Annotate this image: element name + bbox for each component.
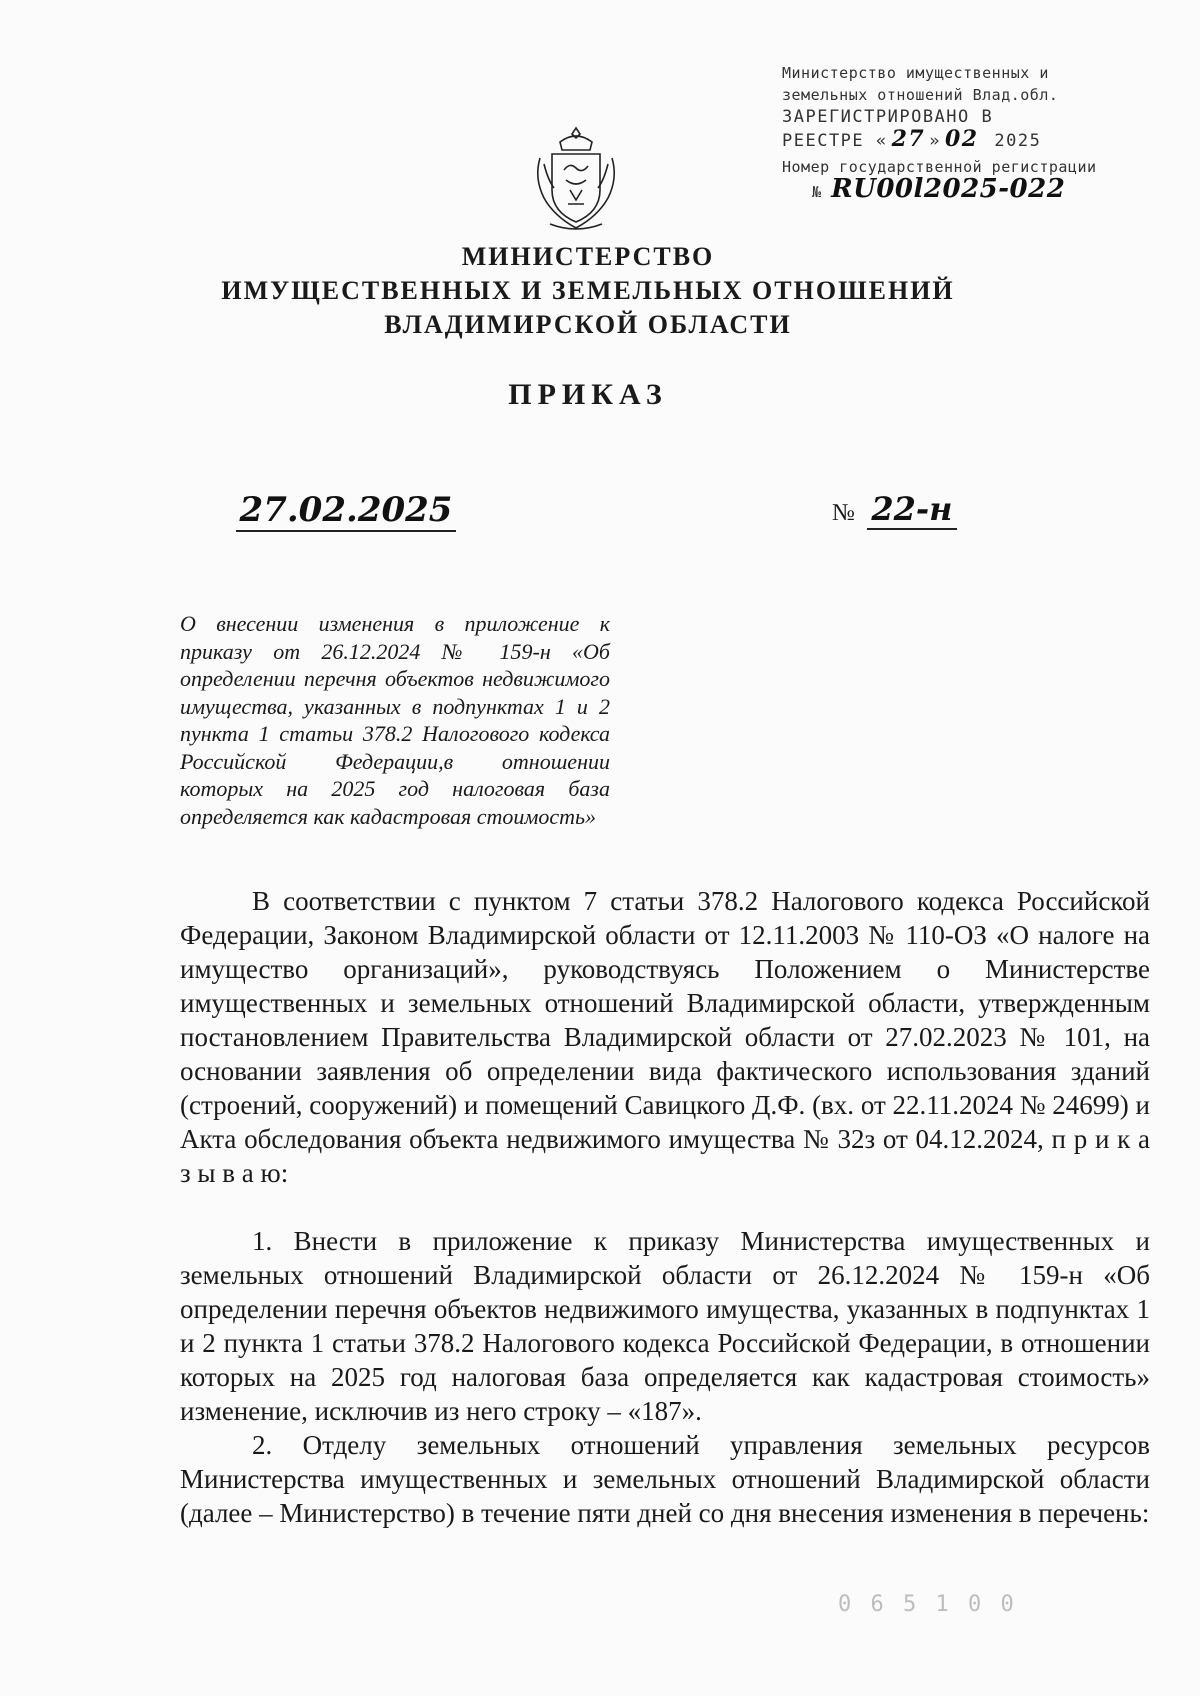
stamp-registration-number: RU00l2025-022 bbox=[831, 174, 1066, 204]
org-name-line-2: ИМУЩЕСТВЕННЫХ И ЗЕМЕЛЬНЫХ ОТНОШЕНИЙ bbox=[221, 276, 955, 305]
faint-mark: 0 6 5 1 0 0 bbox=[838, 1592, 1017, 1617]
stamp-register-prefix: РЕЕСТРЕ « bbox=[782, 131, 888, 151]
stamp-line-3: ЗАРЕГИСТРИРОВАНО В bbox=[782, 107, 994, 127]
document-header bbox=[0, 240, 1176, 412]
order-number-block bbox=[832, 490, 957, 530]
order-number: 22-н bbox=[867, 490, 957, 530]
stamp-month-handwritten: 02 bbox=[945, 126, 979, 152]
document-type: ПРИКАЗ bbox=[508, 378, 668, 411]
coat-of-arms-icon bbox=[530, 124, 622, 236]
stamp-line-4 bbox=[782, 128, 1112, 152]
stamp-year: 2025 bbox=[994, 131, 1042, 151]
stamp-day-handwritten: 27 bbox=[891, 126, 926, 152]
org-name-line-1: МИНИСТЕРСТВО bbox=[461, 242, 715, 271]
org-name-line-3: ВЛАДИМИРСКОЙ ОБЛАСТИ bbox=[384, 310, 792, 339]
stamp-number-sign: № bbox=[812, 183, 822, 201]
preamble-paragraph: В соответствии с пунктом 7 статьи 378.2 Налогового кодекса Российской Федерации, Законом Владимирской области от 12.11.2003 № 110-ОЗ «О налоге на имущество организаций», руководствуясь Положением о Министерстве имущественных и земельных отношений Владимирской области, утвержденным постановлением Правительства Владимирской области от 27.02.2023 № 101, на основании заявления об определении вида фактического использования зданий (строений, сооружений) и помещений Савицкого Д.Ф. (вх. от 22.11.2024 № 24699) и Акта обследования объекта недвижимого имущества № 32з от 04.12.2024, п р и к а з ы в а ю: bbox=[180, 886, 1150, 1188]
stamp-line-2: земельных отношений Влад.обл. bbox=[782, 86, 1059, 104]
order-subject: О внесении изменения в приложение к приказу от 26.12.2024 № 159-н «Об определении перечня объектов недвижимого имущества, указанных в подпунктах 1 и 2 пункта 1 статьи 378.2 Налогового кодекса Российской Федерации,в отношении которых на 2025 год налоговая база определяется как кадастровая стоимость» bbox=[180, 611, 610, 829]
order-body bbox=[180, 884, 1150, 1530]
stamp-quote-close: » bbox=[929, 131, 941, 151]
stamp-line-1: Министерство имущественных и bbox=[782, 64, 1049, 82]
order-item-2: 2. Отделу земельных отношений управления земельных ресурсов Министерства имущественных и земельных отношений Владимирской области (далее – Министерство) в течение пяти дней со дня внесения изменения в перечень: bbox=[180, 1430, 1150, 1528]
stamp-line-6 bbox=[782, 174, 1112, 204]
order-item-1: 1. Внести в приложение к приказу Министерства имущественных и земельных отношений Владимирской области от 26.12.2024 № 159-н «Об определении перечня объектов недвижимого имущества, указанных в подпунктах 1 и 2 пункта 1 статьи 378.2 Налогового кодекса Российской Федерации, в отношении которых на 2025 год налоговая база определяется как кадастровая стоимость» изменение, исключив из него строку – «187». bbox=[180, 1226, 1150, 1426]
registration-stamp bbox=[782, 62, 1112, 203]
order-date: 27.02.2025 bbox=[236, 488, 456, 532]
number-sign: № bbox=[832, 500, 855, 526]
stamp-line-5: Номер государственной регистрации bbox=[782, 158, 1097, 176]
